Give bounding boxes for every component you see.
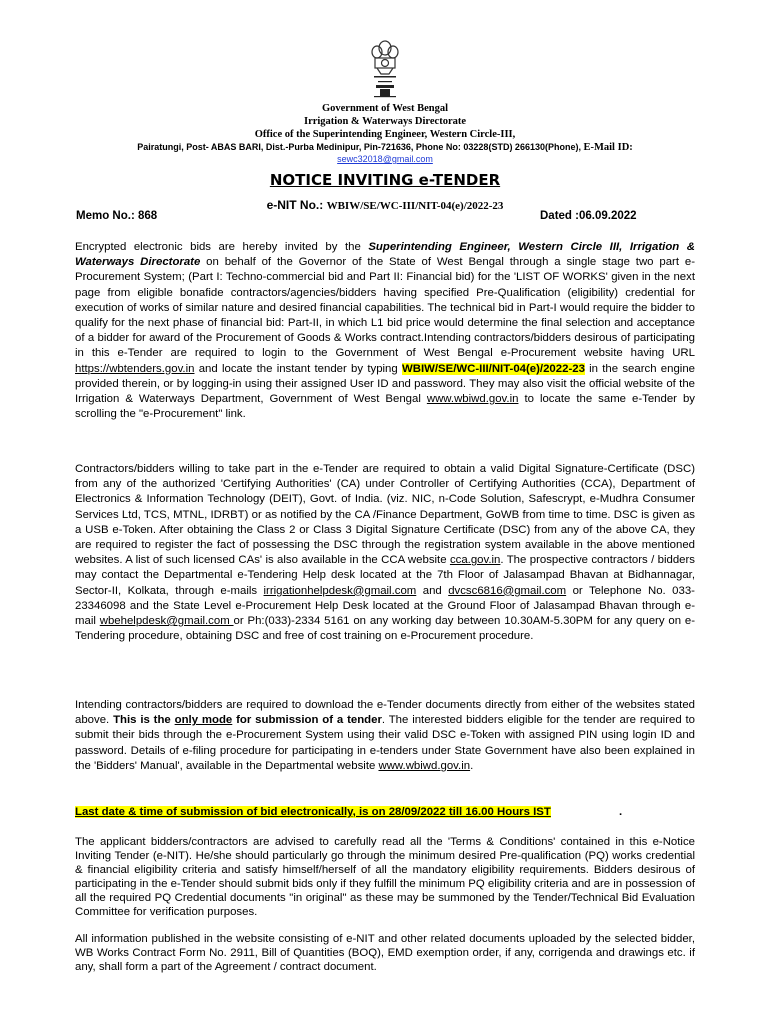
wbtenders-link[interactable]: https://wbtenders.gov.in (75, 362, 195, 375)
p1-authority: Superintending Engineer, Western Circle III, Irrigation & Waterways Directorate (75, 241, 695, 269)
header-office: Office of the Superintending Engineer, Western Circle-III, (254, 129, 516, 140)
p3-bold-1: This is the (113, 714, 175, 727)
memo-number: Memo No.: 868 (76, 210, 158, 222)
header-email-link[interactable]: sewc32018@gmail.com (337, 154, 433, 164)
header-directorate: Irrigation & Waterways Directorate (303, 116, 467, 127)
nit-value: WBIW/SE/WC-III/NIT-04(e)/2022-23 (326, 200, 504, 212)
page-title: NOTICE INVITING e-TENDER (269, 171, 501, 189)
p3-only-mode: only mode (174, 714, 233, 727)
paragraph-dsc (75, 462, 695, 644)
last-date-notice: Last date & time of submission of bid electronically, is on 28/09/2022 till 16.00 Hours IST (75, 806, 551, 818)
cca-link[interactable]: cca.gov.in (449, 554, 501, 567)
header-government: Government of West Bengal (321, 103, 449, 114)
p1-text-5: to locate the same e-Tender by scrolling the "e-Procurement" link. (75, 393, 695, 421)
state-emblem-icon (368, 38, 402, 102)
p1-text-2: on behalf of the Governor of the State of West Bengal through a single stage two part e-Procurement System; (Part I: Techno-commercial bid and Part II: Financial bid) for the 'LIST OF WORKS' given in the next page from eligible bonafide contractors/agencies/bidders having specified Pre-Qualification (eligibility) credential for execution of works of similar nature and desired financial capabilities. The technical bid in Part-I would require the bidder to qualify for the next phase of financial bid: Part-II, in which L1 bid price would determine the final selection and acceptance of a bidder for award of the Procurement of Goods & Works contract.Intending contractors/bidders desirous of participating in this e-Tender are required to login to the Government of West Bengal e-Procurement website having URL (75, 256, 695, 360)
paragraph-terms: The applicant bidders/contractors are advised to carefully read all the 'Terms & Conditions' contained in this e-Notice Inviting Tender (e-NIT). He/she should particularly go through the minimum desired Pre-qualification (PQ) works credential & financial eligibility criteria and satisfy himself/herself of all the mandatory eligibility requirements. Bidders desirous of participating in the e-Tender should submit bids only if they fulfill the minimum PQ eligibility criteria and are in possession of all the required PQ Credential documents "in original" as these may be summoned by the Tender/Technical Bid Evaluation Committee for verification purposes. (75, 836, 695, 918)
address-text: Pairatungi, Post- ABAS BARI, Dist.-Purba Medinipur, Pin-721636, Phone No: 03228(STD) 266130(Phone), (137, 142, 581, 152)
departmental-website-link[interactable]: www.wbiwd.gov.in (378, 759, 471, 772)
p3-text-3: . (470, 759, 474, 772)
p2-text-3: and (416, 584, 449, 597)
nit-search-highlight: WBIW/SE/WC-III/NIT-04(e)/2022-23 (401, 362, 585, 375)
p2-text-4: or Telephone No. 033-23346098 and the State Level e-Procurement Help Desk located at the Ground Floor of Jalasampad Bhavan through e-mail (75, 584, 695, 628)
p2-text-1: Contractors/bidders willing to take part in the e-Tender are required to obtain a valid Digital Signature-Certificate (DSC) from any of the authorized 'Certifying Authorities' (CA) under Controller of Certifying Authorities (CCA), Department of Electronics & Information Technology (DEIT), Govt. of India. (viz. NIC, n-Code Solution, Safescrypt, e-Mudhra Consumer Services Ltd, TCS, MTNL, IDRBT) or as notified by the CA /Finance Department, GoWB from time to time. DSC is given as a USB e-Token. After obtaining the Class 2 or Class 3 Digital Signature Certificate (DSC) from any of the above CA, they are required to register the fact of possessing the DSC through the registration system available in the above mentioned websites. A list of such licensed CAs' is also available in the CCA website (75, 463, 695, 567)
p3-bold-2: for submission of a tender (232, 714, 382, 727)
p1-text-4: in the search engine provided therein, or by logging-in using their assigned User ID and password. They may also visit the official website of the Irrigation & Waterways Department, Government of West Bengal (75, 362, 695, 406)
last-date-period: . (619, 806, 623, 818)
irrigation-helpdesk-email[interactable]: irrigationhelpdesk@gmail.com (263, 584, 417, 597)
p2-text-5: or Ph:(033)-2334 5161 on any working day between 10.30AM-5.30PM for any query on e-Tendering procedure, obtaining DSC and free of cost training on e-Procurement procedure. (75, 615, 695, 643)
p1-text-1: Encrypted electronic bids are hereby invited by the (75, 241, 369, 253)
wbiwd-link[interactable]: www.wbiwd.gov.in (426, 393, 519, 406)
p3-text-1: Intending contractors/bidders are required to download the e-Tender documents directly from either of the websites stated above. (75, 699, 695, 727)
dated: Dated :06.09.2022 (540, 210, 637, 222)
p1-text-3: and locate the instant tender by typing (194, 362, 402, 375)
wbehelpdesk-email[interactable]: wbehelpdesk@gmail.com (99, 615, 234, 628)
p2-text-2: . The prospective contractors / bidders may contact the Departmental e-Tendering Help desk located at the 7th Floor of Jalasampad Bhavan at Bidhannagar, Sector-II, Kolkata, through e-mails (75, 554, 695, 597)
dvcsc-email[interactable]: dvcsc6816@gmail.com (448, 584, 567, 597)
paragraph-information: All information published in the website consisting of e-NIT and other related documents uploaded by the selected bidder, WB Works Contract Form No. 2911, Bill of Quantities (BOQ), EMD exemption order, if any, corrigenda and drawings etc. if any, shall form a part of the Agreement / contract document. (75, 933, 695, 973)
header-address (0, 141, 770, 154)
paragraph-download (75, 698, 695, 774)
paragraph-invitation (75, 240, 695, 422)
nit-label: e-NIT No.: (266, 198, 324, 212)
p3-text-2: . The interested bidders eligible for the tender are required to submit their bids through the e-Procurement System using their valid DSC e-Token with assigned PIN using login ID and password. Details of e-filing procedure for participating in e-tenders under State Government have also been explained in the 'Bidders' Manual', available in the Departmental website (75, 714, 696, 772)
email-label: E-Mail ID: (583, 142, 633, 153)
